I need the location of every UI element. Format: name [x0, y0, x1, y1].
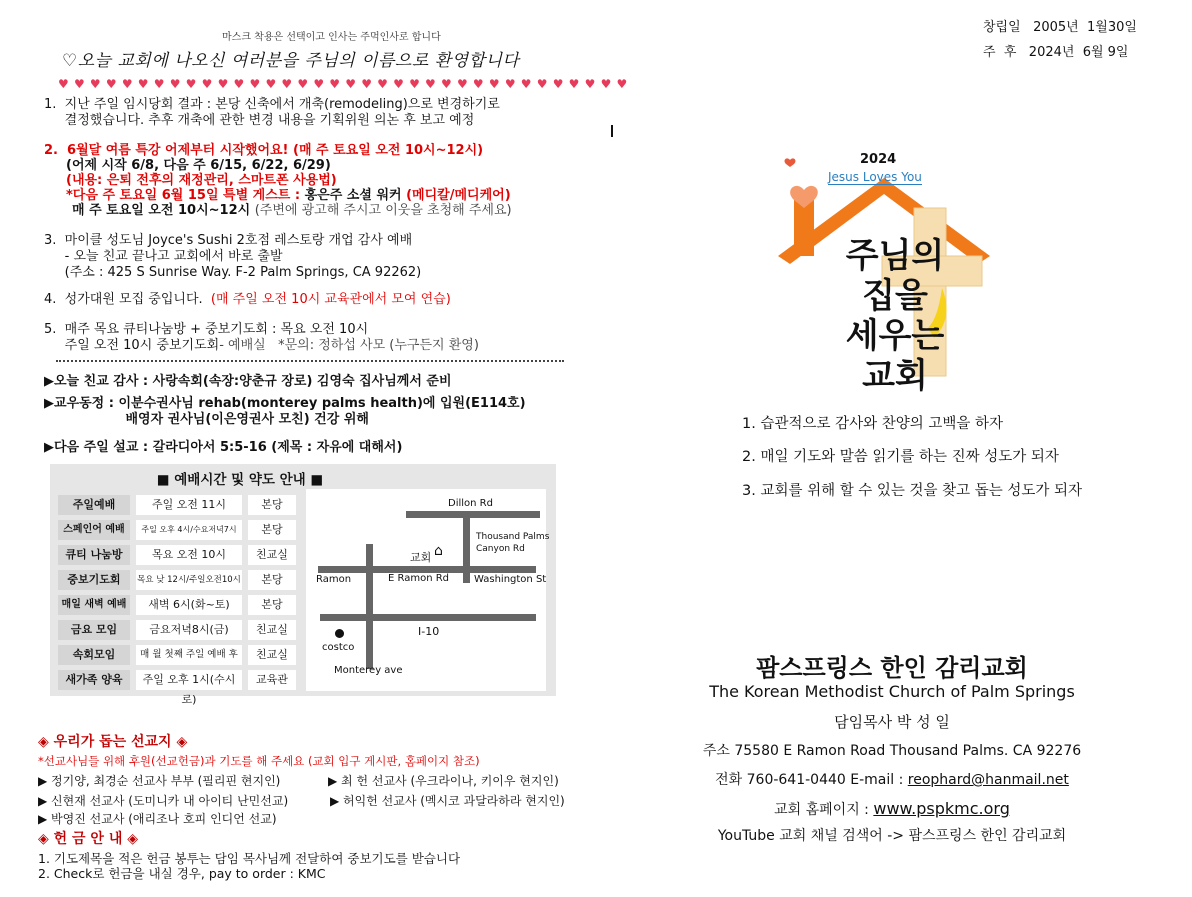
- missions-header: ◈ 우리가 돕는 선교지 ◈: [38, 734, 188, 750]
- schedule-name: 매일 새벽 예배: [58, 595, 130, 615]
- map-label-washington: Washington St: [474, 574, 547, 585]
- mission-5: ▶ 박영진 선교사 (애리조나 호피 인디언 선교): [38, 812, 277, 826]
- announcement-1: 1. 지난 주일 임시당회 결과 : 본당 신축에서 개축(remodeling)으로 변경하기로 결정했습니다. 추후 개축에 관한 변경 내용을 기획위원 의논 후 보고 예정: [44, 97, 500, 128]
- church-name-ko: 팜스프링스 한인 감리교회: [756, 654, 1028, 682]
- monterey-road: [366, 544, 373, 669]
- logo-year: 2024: [860, 152, 897, 167]
- dillon-road: [406, 511, 540, 518]
- guest-topic: (메디칼/메디케어): [406, 188, 511, 203]
- schedule-place: 교육관: [248, 670, 296, 690]
- homepage-line: [592, 799, 1192, 819]
- church-icon: ⌂: [434, 543, 443, 559]
- schedule-time: 매 월 첫째 주일 예배 후: [136, 645, 242, 665]
- schedule-title: ■ 예배시간 및 약도 안내 ■: [156, 472, 324, 488]
- offering-header: ◈ 헌 금 안 내 ◈: [38, 831, 138, 847]
- i10-freeway: [320, 614, 536, 621]
- map-label-tp1: Thousand Palms: [476, 532, 550, 542]
- church-address: 주소 75580 E Ramon Road Thousand Palms. CA 92276: [702, 743, 1082, 759]
- announcement-2-dates: (어제 시작 6/8, 다음 주 6/15, 6/22, 6/29): [66, 158, 331, 173]
- member-news: ▶교우동정 : 이분수권사님 rehab(monterey palms health)에 입원(E114호) 배영자 권사님(이은영권사 모친) 건강 위해: [44, 396, 526, 427]
- map-label-tp2: Canyon Rd: [476, 544, 525, 554]
- map-label-dillon: Dillon Rd: [448, 498, 493, 509]
- announcement-5: [44, 322, 574, 354]
- goal-3: 3. 교회를 위해 할 수 있는 것을 찾고 돕는 성도가 되자: [742, 483, 1083, 499]
- phone: 전화 760-641-0440 E-mail :: [715, 772, 908, 788]
- offering-1: 1. 기도제목을 적은 헌금 봉투는 담임 목사님께 전달하여 중보기도를 받습니다: [38, 851, 461, 866]
- ramon-road: [318, 566, 536, 573]
- schedule-name: 주일예배: [58, 495, 130, 515]
- homepage-label: 교회 홈페이지 :: [774, 802, 874, 818]
- schedule-name: 스페인어 예배: [58, 520, 130, 540]
- pastor: 담임목사 박 성 일: [834, 713, 950, 731]
- logo-tagline: Jesus Loves You: [828, 170, 922, 184]
- fellowship-thanks: ▶오늘 친교 감사 : 사랑속회(속장:양춘규 장로) 김영숙 집사님께서 준비: [44, 374, 452, 389]
- mask-note: 마스크 착용은 선택이고 인사는 주먹인사로 합니다: [222, 32, 441, 43]
- qt-contact: - 예배실 *문의: 정하섭 사모 (누구든지 환영): [219, 338, 479, 353]
- logo-line-3: 세우는: [845, 316, 945, 356]
- schedule-name: 새가족 양육: [58, 670, 130, 690]
- schedule-place: 본당: [248, 595, 296, 615]
- church-map: [306, 489, 550, 691]
- schedule-place: 본당: [248, 520, 296, 540]
- logo-line-2: 집을: [862, 276, 928, 316]
- mission-3: ▶ 신현재 선교사 (도미니카 내 아이티 난민선교): [38, 794, 289, 808]
- logo-line-4: 교회: [862, 356, 928, 396]
- text-cursor: [611, 125, 613, 137]
- map-label-costco: costco: [322, 642, 355, 653]
- costco-marker: [335, 629, 344, 638]
- dotted-divider: [56, 360, 564, 362]
- schedule-name: 중보기도회: [58, 570, 130, 590]
- schedule-name: 금요 모임: [58, 620, 130, 640]
- schedule-name: 큐티 나눔방: [58, 545, 130, 565]
- schedule-place: 친교실: [248, 645, 296, 665]
- goal-2: 2. 매일 기도와 말씀 읽기를 하는 진짜 성도가 되자: [742, 449, 1059, 465]
- announcement-3: 3. 마이클 성도님 Joyce's Sushi 2호점 레스토랑 개업 감사 예배 - 오늘 친교 끝나고 교회에서 바로 출발 (주소 : 425 S Sunrise Way. F-2 Palm Springs, CA 92262): [44, 233, 422, 280]
- homepage-link[interactable]: www.pspkmc.org: [873, 799, 1010, 818]
- choir-text: 4. 성가대원 모집 중입니다.: [44, 292, 211, 307]
- map-label-eramon: E Ramon Rd: [388, 573, 450, 584]
- mission-4: ▶ 허익헌 선교사 (멕시코 과달라하라 현지인): [330, 794, 565, 808]
- class-time: 매 주 토요일 오전 10시~12시: [72, 203, 255, 218]
- schedule-table: [58, 495, 302, 706]
- qt-text: 5. 매주 목요 큐티나눔방 + 중보기도회 : 목요 오전 10시 주일 오전 10시 중보기도회: [44, 322, 369, 353]
- hearts-divider: ♥♥♥♥♥♥♥♥♥♥♥♥♥♥♥♥♥♥♥♥♥♥♥♥♥♥♥♥♥♥♥♥♥♥♥♥: [58, 77, 633, 91]
- church-name-en: The Korean Methodist Church of Palm Springs: [709, 682, 1075, 701]
- logo-title: [836, 236, 954, 396]
- founded-label: 창립일: [983, 20, 1021, 35]
- announcement-4: [44, 292, 574, 308]
- week-label: 주 후: [983, 45, 1017, 60]
- schedule-time: 주일 오전 11시: [136, 495, 242, 515]
- schedule-time: 새벽 6시(화~토): [136, 595, 242, 615]
- small-heart-icon: [785, 158, 796, 167]
- schedule-time: 주일 오후 1시(수시로): [136, 670, 242, 690]
- mission-1: ▶ 정기양, 최경순 선교사 부부 (필리핀 현지인): [38, 774, 281, 788]
- goal-1: 1. 습관적으로 감사와 찬양의 고백을 하자: [742, 416, 1003, 432]
- youtube-line: YouTube 교회 채널 검색어 -> 팜스프링스 한인 감리교회: [717, 828, 1067, 844]
- founded-date: 2005년 1월30일: [1033, 20, 1137, 35]
- guest-name: 홍은주 소셜 워커: [304, 188, 407, 203]
- announcement-2-guest: [66, 188, 596, 204]
- map-label-church: 교회: [410, 551, 432, 564]
- mission-2: ▶ 최 헌 선교사 (우크라이나, 키이우 현지인): [328, 774, 559, 788]
- next-sermon: ▶다음 주일 설교 : 갈라디아서 5:5-16 (제목 : 자유에 대해서): [44, 440, 403, 455]
- announcement-2-content: (내용: 은퇴 전후의 재정관리, 스마트폰 사용법): [66, 173, 337, 188]
- week-line: [983, 41, 1129, 60]
- schedule-time: 금요저녁8시(금): [136, 620, 242, 640]
- schedule-name: 속회모임: [58, 645, 130, 665]
- schedule-place: 본당: [248, 570, 296, 590]
- guest-label: *다음 주 토요일 6월 15일 특별 게스트 :: [66, 188, 305, 203]
- map-label-ramon: Ramon: [316, 574, 352, 585]
- schedule-place: 본당: [248, 495, 296, 515]
- schedule-place: 친교실: [248, 620, 296, 640]
- welcome-banner: ♡오늘 교회에 나오신 여러분을 주님의 이름으로 환영합니다: [62, 51, 520, 71]
- week-date: 2024년 6월 9일: [1028, 45, 1129, 60]
- missions-note: *선교사님들 위해 후원(선교헌금)과 기도를 해 주세요 (교회 입구 게시판, 홈페이지 참조): [38, 754, 480, 768]
- email-link[interactable]: reophard@hanmail.net: [907, 772, 1069, 788]
- class-invite: (주변에 광고해 주시고 이웃을 초청해 주세요): [254, 203, 512, 218]
- announcement-2-time: [72, 203, 602, 219]
- map-label-i10: I-10: [418, 625, 440, 638]
- schedule-time: 목요 낮 12시/주일오전10시: [136, 570, 242, 590]
- founded-line: [983, 16, 1137, 35]
- schedule-time: 주일 오후 4시/수요저녁7시: [136, 520, 242, 540]
- schedule-place: 친교실: [248, 545, 296, 565]
- map-label-monterey: Monterey ave: [334, 665, 403, 676]
- choir-time: (매 주일 오전 10시 교육관에서 모여 연습): [210, 292, 451, 307]
- announcement-2-title: 2. 6월달 여름 특강 어제부터 시작했어요! (매 주 토요일 오전 10시~12시): [44, 143, 484, 158]
- logo-line-1: 주님의: [845, 236, 945, 276]
- contact-line: [592, 769, 1192, 789]
- schedule-time: 목요 오전 10시: [136, 545, 242, 565]
- offering-2: 2. Check로 헌금을 내실 경우, pay to order : KMC: [38, 866, 326, 881]
